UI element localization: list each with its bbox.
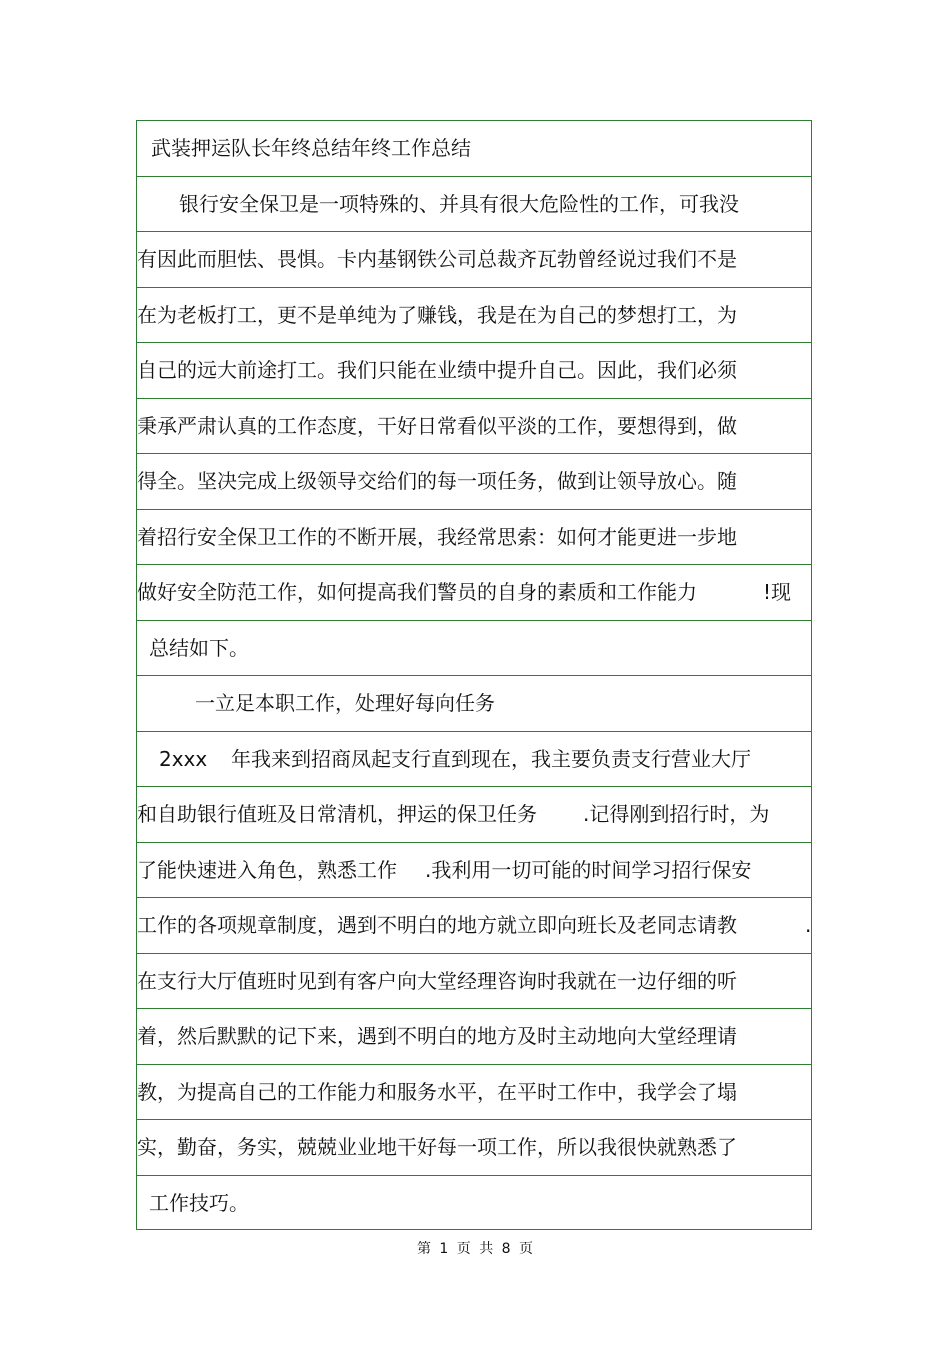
text-line: 在支行大厅值班时见到有客户向大堂经理咨询时我就在一边仔细的听 (137, 968, 737, 993)
text-line-tail: !现 (763, 580, 792, 604)
text-row (137, 787, 811, 843)
page-number: 第 1 页 共 8 页 (416, 1241, 534, 1257)
text-row (137, 898, 811, 954)
text-line: 秉承严肃认真的工作态度，干好日常看似平淡的工作，要想得到，做 (137, 413, 737, 438)
text-line: 做好安全防范工作，如何提高我们警员的自身的素质和工作能力 (137, 580, 697, 604)
section-heading: 一立足本职工作，处理好每向任务 (195, 691, 495, 715)
text-row (137, 510, 811, 566)
text-line: 得全。坚决完成上级领导交给们的每一项任务，做到让领导放心。随 (137, 469, 737, 493)
text-row (137, 343, 811, 399)
text-row (137, 232, 811, 288)
text-row (137, 177, 811, 233)
text-line: 年我来到招商凤起支行直到现在，我主要负责支行营业大厅 (231, 746, 751, 771)
year-text: 2xxx (159, 746, 208, 771)
text-line: 工作技巧。 (149, 1190, 249, 1215)
text-row (137, 954, 811, 1010)
text-line: 实，勤奋，务实，兢兢业业地干好每一项工作，所以我很快就熟悉了 (137, 1135, 737, 1159)
text-line: 在为老板打工，更不是单纯为了赚钱，我是在为自己的梦想打工，为 (137, 302, 737, 327)
text-line: 银行安全保卫是一项特殊的、并具有很大危险性的工作，可我没 (179, 191, 739, 216)
text-line: 教，为提高自己的工作能力和服务水平，在平时工作中，我学会了塌 (137, 1079, 737, 1104)
text-line: 有因此而胆怯、畏惧。卡内基钢铁公司总裁齐瓦勃曾经说过我们不是 (137, 247, 737, 271)
text-row (137, 621, 811, 677)
text-line: 总结如下。 (149, 635, 249, 660)
text-row (137, 399, 811, 455)
text-line-tail: .我利用一切可能的时间学习招行保安 (425, 857, 752, 882)
text-row (137, 843, 811, 899)
text-line-tail: . (805, 913, 811, 937)
text-line: 自己的远大前途打工。我们只能在业绩中提升自己。因此，我们必须 (137, 358, 737, 382)
text-row (137, 454, 811, 510)
text-row (137, 1176, 811, 1232)
text-line: 着招行安全保卫工作的不断开展，我经常思索：如何才能更进一步地 (137, 524, 737, 549)
title-row (137, 121, 811, 177)
document-frame (136, 120, 812, 1230)
text-row (137, 732, 811, 788)
text-line: 工作的各项规章制度，遇到不明白的地方就立即向班长及老同志请教 (137, 913, 737, 937)
text-row (137, 1120, 811, 1176)
section-heading-row (137, 676, 811, 732)
text-row (137, 1009, 811, 1065)
text-row (137, 288, 811, 344)
document-title: 武装押运队长年终总结年终工作总结 (151, 136, 471, 160)
text-line: 了能快速进入角色，熟悉工作 (137, 857, 397, 882)
text-line: 着，然后默默的记下来，遇到不明白的地方及时主动地向大堂经理请 (137, 1024, 737, 1048)
text-line: 和自助银行值班及日常清机，押运的保卫任务 (137, 802, 537, 826)
text-row (137, 565, 811, 621)
text-row (137, 1065, 811, 1121)
text-line-tail: .记得刚到招行时，为 (583, 802, 770, 826)
